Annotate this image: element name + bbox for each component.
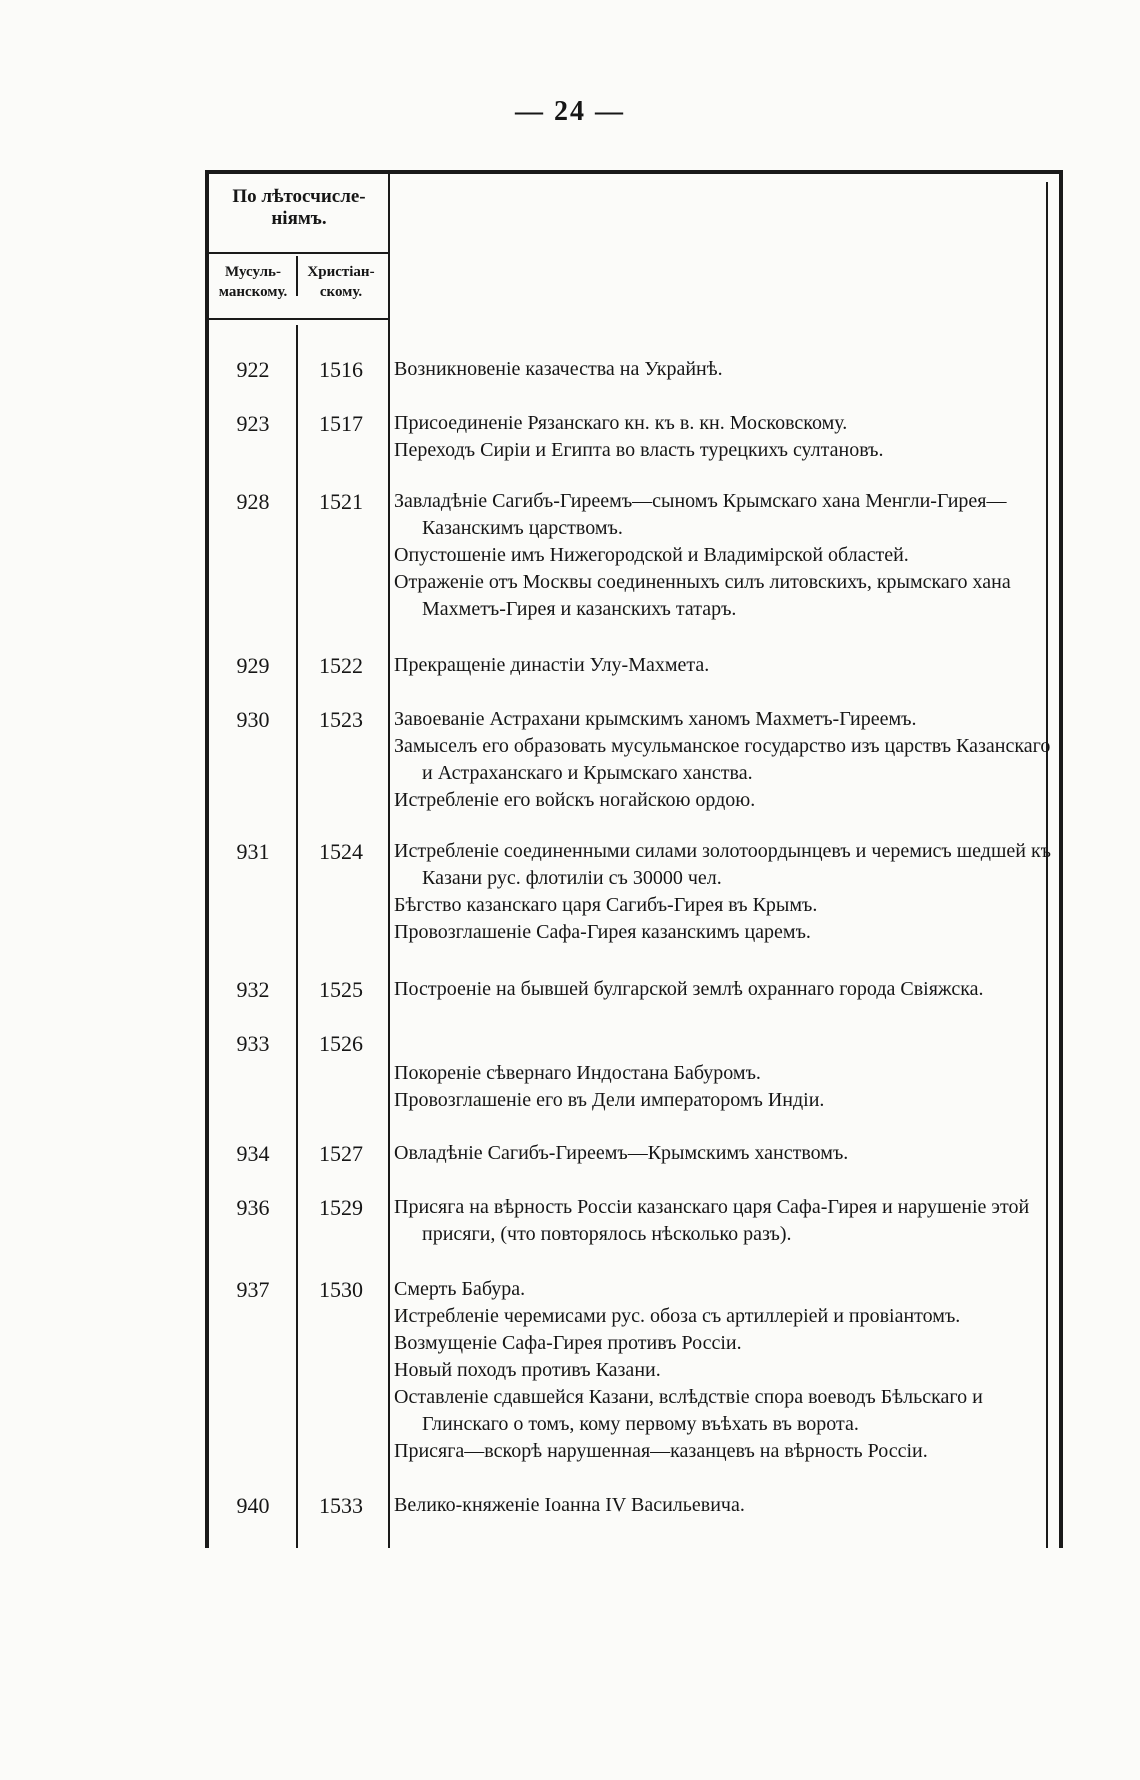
event-entry: Смерть Бабура. (394, 1278, 526, 1300)
christian-year: 1522 (319, 653, 363, 678)
muslim-year: 923 (236, 411, 270, 436)
event-entry: Бѣгство казанскаго царя Сагибъ-Гирея въ Крымъ. (394, 894, 818, 916)
header-christian (298, 262, 384, 302)
muslim-year: 936 (236, 1195, 270, 1220)
muslim-year: 934 (236, 1141, 270, 1166)
muslim-year: 928 (236, 489, 270, 514)
event-entry: Провозглашеніе Сафа-Гирея казанскимъ царемъ. (394, 921, 811, 943)
muslim-year: 929 (236, 653, 270, 678)
year-text-divider (388, 174, 390, 1548)
event-entry: Оставленіе сдавшейся Казани, вслѣдствіе спора воеводъ Бѣльскаго и Глинскаго о томъ, кому первому въѣхать въ ворота. (394, 1386, 983, 1435)
event-list (394, 488, 1054, 623)
event-list (394, 976, 1054, 1003)
christian-year: 1526 (319, 1031, 363, 1056)
christian-year: 1524 (319, 839, 363, 864)
event-entry: Присяга—вскорѣ нарушенная—казанцевъ на вѣрность Россіи. (394, 1440, 928, 1462)
muslim-year: 930 (236, 707, 270, 732)
muslim-year: 937 (236, 1277, 270, 1302)
muslim-year: 940 (236, 1493, 270, 1518)
christian-year: 1525 (319, 977, 363, 1002)
event-list (394, 356, 1054, 383)
muslim-year: 931 (236, 839, 270, 864)
event-entry: Завладѣніе Сагибъ-Гиреемъ—сыномъ Крымскаго хана Менгли-Гирея—Казанскимъ царствомъ. (394, 490, 1007, 539)
event-entry: Возникновеніе казачества на Украйнѣ. (394, 358, 723, 380)
header-title (212, 186, 386, 230)
event-list (394, 1060, 1054, 1114)
event-entry: Присяга на вѣрность Россіи казанскаго царя Сафа-Гирея и нарушеніе этой присяги, (что повторялось нѣсколько разъ). (394, 1196, 1030, 1245)
header-muslim (210, 262, 296, 302)
event-list (394, 1492, 1054, 1519)
page-number: — 24 — (515, 96, 625, 127)
event-entry: Построеніе на бывшей булгарской землѣ охраннаго города Свіяжска. (394, 978, 984, 1000)
event-entry: Переходъ Сиріи и Египта во власть турецкихъ султановъ. (394, 439, 884, 461)
muslim-year: 932 (236, 977, 270, 1002)
christian-year: 1533 (319, 1493, 363, 1518)
event-entry: Истребленіе соединенными силами золотоордынцевъ и черемисъ шедшей къ Казани рус. флотиліи съ 30000 чел. (394, 840, 1052, 889)
event-list (394, 706, 1054, 814)
header-divider-top (209, 252, 388, 254)
event-list (394, 1194, 1054, 1248)
event-entry: Возмущеніе Сафа-Гирея противъ Россіи. (394, 1332, 742, 1354)
header-divider-bottom (209, 318, 388, 320)
event-entry: Замыселъ его образовать мусульманское государство изъ царствъ Казанскаго и Астраханскаго и Крымскаго ханства. (394, 735, 1051, 784)
event-entry: Овладѣніе Сагибъ-Гиреемъ—Крымскимъ ханствомъ. (394, 1142, 849, 1164)
christian-year: 1516 (319, 357, 363, 382)
event-entry: Завоеваніе Астрахани крымскимъ ханомъ Махметъ-Гиреемъ. (394, 708, 917, 730)
event-entry: Отраженіе отъ Москвы соединенныхъ силъ литовскихъ, крымскаго хана Махметъ-Гирея и казанскихъ татаръ. (394, 571, 1011, 620)
event-list (394, 652, 1054, 679)
event-entry: Опустошеніе имъ Нижегородской и Владимірской областей. (394, 544, 909, 566)
event-entry: Истребленіе черемисами рус. обоза съ артиллеріей и провіантомъ. (394, 1305, 961, 1327)
christian-year: 1527 (319, 1141, 363, 1166)
header-title-text: По лѣтосчисле- ніямъ. (232, 186, 366, 229)
muslim-year: 922 (236, 357, 270, 382)
muslim-year: 933 (236, 1031, 270, 1056)
event-list (394, 1276, 1054, 1465)
event-entry: Велико-княженіе Іоанна IV Васильевича. (394, 1494, 745, 1516)
christian-year: 1521 (319, 489, 363, 514)
christian-year: 1529 (319, 1195, 363, 1220)
christian-year: 1523 (319, 707, 363, 732)
event-entry: Покореніе сѣвернаго Индостана Бабуромъ. (394, 1062, 761, 1084)
event-entry: Прекращеніе династіи Улу-Махмета. (394, 654, 710, 676)
event-list (394, 838, 1054, 946)
header-christian-text: Христіан- скому. (307, 264, 375, 300)
header-muslim-text: Мусуль- манскому. (218, 264, 288, 300)
event-entry: Новый походъ противъ Казани. (394, 1359, 661, 1381)
event-entry: Присоединеніе Рязанскаго кн. къ в. кн. Московскому. (394, 412, 848, 434)
event-list (394, 1140, 1054, 1167)
event-list (394, 410, 1054, 464)
christian-year: 1530 (319, 1277, 363, 1302)
event-entry: Истребленіе его войскъ ногайскою ордою. (394, 789, 756, 811)
event-entry: Провозглашеніе его въ Дели императоромъ Индіи. (394, 1089, 825, 1111)
christian-year: 1517 (319, 411, 363, 436)
